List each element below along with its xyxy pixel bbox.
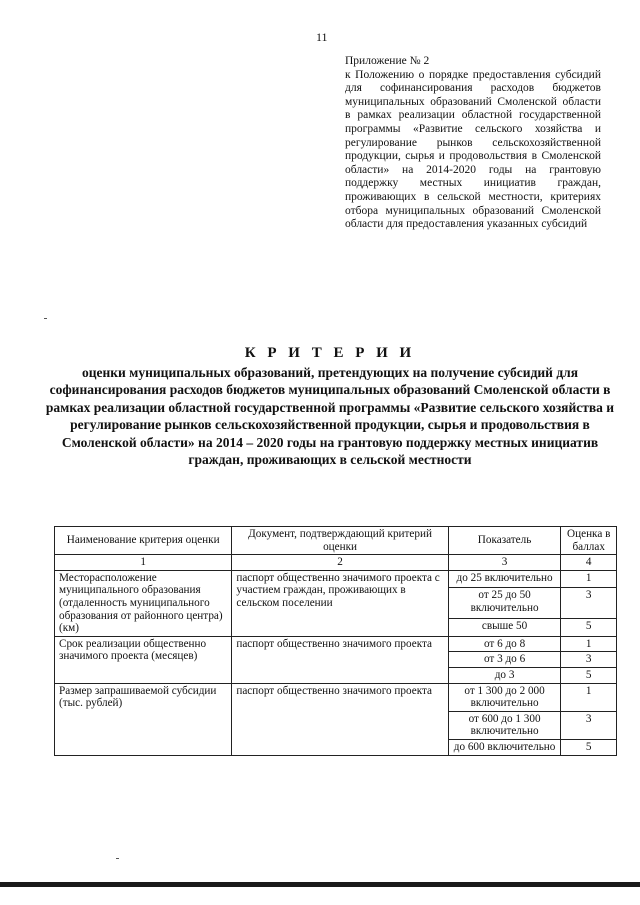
criterion-document: паспорт общественно значимого проекта — [232, 636, 448, 683]
column-number: 3 — [448, 555, 561, 571]
score-cell: 3 — [561, 711, 617, 739]
criterion-name: Месторасположение муниципального образования (отдаленность муниципального образования от районного центра) (км) — [55, 570, 232, 636]
table-header-row — [55, 527, 617, 555]
indicator-cell: от 6 до 8 — [448, 636, 561, 652]
column-number: 1 — [55, 555, 232, 571]
table-row — [55, 636, 617, 652]
score-cell: 1 — [561, 570, 617, 587]
scan-speck — [116, 858, 119, 859]
page-number: 11 — [316, 30, 328, 44]
criterion-name: Размер запрашиваемой субсидии (тыс. рублей) — [55, 683, 232, 755]
score-cell: 1 — [561, 636, 617, 652]
column-number: 4 — [561, 555, 617, 571]
document-heading — [40, 345, 620, 468]
header-indicator: Показатель — [448, 527, 561, 555]
appendix-title: Приложение № 2 — [345, 55, 430, 67]
score-cell: 5 — [561, 667, 617, 683]
table-row — [55, 683, 617, 711]
document-subtitle: оценки муниципальных образований, претендующих на получение субсидий для софинансирования расходов бюджетов муниципальных образований Смоленской области в рамках реализации областной государственной программы «Развитие сельского хозяйства и регулирование рынков сельскохозяйственной продукции, сырья и продовольствия в Смоленской области» на 2014 – 2020 годы на грантовую поддержку местных инициатив граждан, проживающих в сельской местности — [45, 365, 615, 468]
indicator-cell: от 3 до 6 — [448, 652, 561, 668]
scan-bottom-edge — [0, 882, 640, 887]
score-cell: 1 — [561, 683, 617, 711]
criterion-document: паспорт общественно значимого проекта с участием граждан, проживающих в сельском поселении — [232, 570, 448, 636]
indicator-cell: от 1 300 до 2 000 включительно — [448, 683, 561, 711]
indicator-cell: от 600 до 1 300 включительно — [448, 711, 561, 739]
indicator-cell: до 25 включительно — [448, 570, 561, 587]
criteria-table — [54, 526, 617, 756]
header-criterion-name: Наименование критерия оценки — [55, 527, 232, 555]
scan-speck — [44, 318, 47, 319]
document-title: К Р И Т Е Р И И — [244, 345, 416, 361]
column-number-row — [55, 555, 617, 571]
criterion-document: паспорт общественно значимого проекта — [232, 683, 448, 755]
header-score: Оценка в баллах — [561, 527, 617, 555]
score-cell: 5 — [561, 739, 617, 755]
indicator-cell: до 600 включительно — [448, 739, 561, 755]
appendix-body: к Положению о порядке предоставления субсидий для софинансирования расходов бюджетов муниципальных образований Смоленской области в рамках реализации областной государственной программы «Развитие сельского хозяйства и регулирование рынков сельскохозяйственной продукции, сырья и продовольствия в Смоленской области» на 2014-2020 годы на грантовую поддержку местных инициатив граждан, проживающих в сельской местности, критериях отбора муниципальных образований Смоленской области для предоставления указанных субсидий — [345, 68, 601, 231]
score-cell: 5 — [561, 619, 617, 636]
criterion-name: Срок реализации общественно значимого проекта (месяцев) — [55, 636, 232, 683]
score-cell: 3 — [561, 588, 617, 619]
table-row — [55, 570, 617, 587]
appendix-note — [345, 55, 601, 232]
indicator-cell: свыше 50 — [448, 619, 561, 636]
indicator-cell: от 25 до 50 включительно — [448, 588, 561, 619]
header-document: Документ, подтверждающий критерий оценки — [232, 527, 448, 555]
indicator-cell: до 3 — [448, 667, 561, 683]
column-number: 2 — [232, 555, 448, 571]
score-cell: 3 — [561, 652, 617, 668]
